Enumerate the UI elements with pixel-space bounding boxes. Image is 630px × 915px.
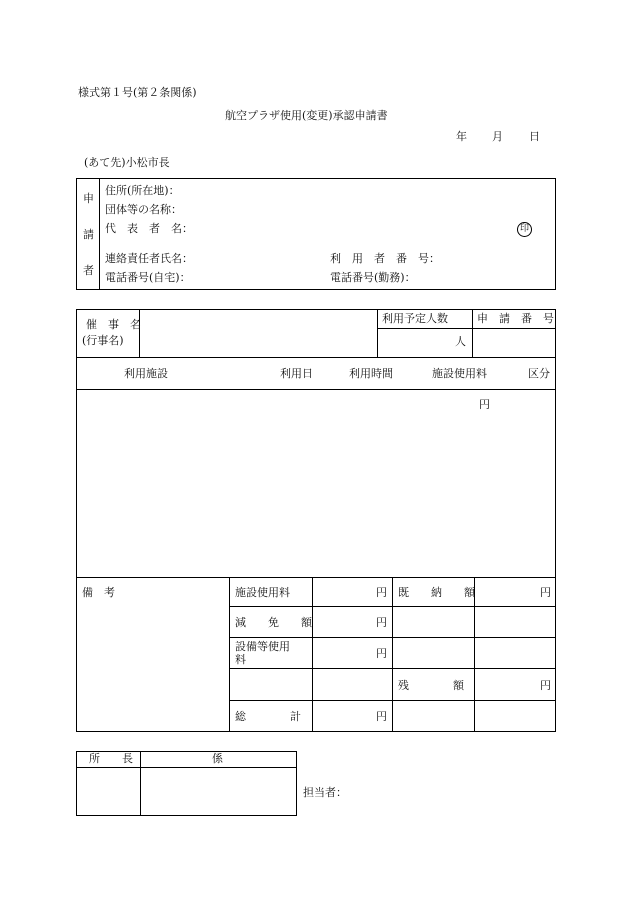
total-yen-unit: 円 [376,710,387,723]
expected-users-unit: 人 [455,335,466,348]
date-month: 月 [492,130,503,143]
remarks-label: 備 考 [82,586,115,599]
applicant-side-label-3: 者 [83,264,94,277]
facility-fee-yen: 円 [479,398,490,411]
representative-label: 代 表 者 名： [105,222,193,235]
facility-fee-header: 施設使用料 [432,367,487,380]
seal-icon: 印 [517,222,532,237]
balance-label: 残 額 [398,679,464,692]
applicant-side-label-2: 請 [83,228,94,241]
phone-home-label: 電話番号(自宅)： [105,271,191,284]
paid-amount-label: 既 納 額 [398,586,475,599]
use-date-header: 利用日 [280,367,313,380]
event-name-sub-label: (行事名) [82,334,124,347]
phone-work-label: 電話番号(勤務)： [330,271,416,284]
person-in-charge-label: 担当者： [303,786,347,799]
date-year: 年 [456,130,467,143]
document-title: 航空プラザ使用(変更)承認申請書 [225,109,388,122]
contact-person-label: 連絡責任者氏名： [105,252,193,265]
equipment-fee-yen-unit: 円 [376,647,387,660]
paid-amount-yen-unit: 円 [540,586,551,599]
exemption-yen-unit: 円 [376,616,387,629]
event-name-label: 催 事 名 [86,318,141,331]
facility-fee-label: 施設使用料 [235,586,290,599]
group-name-label: 団体等の名称： [105,203,182,216]
address-label: 住所(所在地)： [105,184,180,197]
balance-yen-unit: 円 [540,679,551,692]
expected-users-label: 利用予定人数 [382,312,448,325]
facility-header: 利用施設 [124,367,168,380]
director-label: 所 長 [89,752,133,765]
equipment-fee-label: 設備等使用 [235,640,290,653]
staff-label: 係 [212,752,223,765]
total-label: 総 計 [235,710,301,723]
addressee: (あて先)小松市長 [84,156,170,169]
user-number-label: 利 用 者 番 号： [330,252,440,265]
exemption-label: 減 免 額 [235,616,312,629]
date-day: 日 [529,130,540,143]
application-number-label: 申 請 番 号 [477,312,554,325]
category-header: 区分 [528,367,550,380]
applicant-side-label-1: 申 [83,192,94,205]
facility-fee-yen-unit: 円 [376,586,387,599]
form-number: 様式第１号(第２条関係) [78,86,197,99]
equipment-fee-label-suffix: 料 [235,653,246,666]
use-time-header: 利用時間 [349,367,393,380]
